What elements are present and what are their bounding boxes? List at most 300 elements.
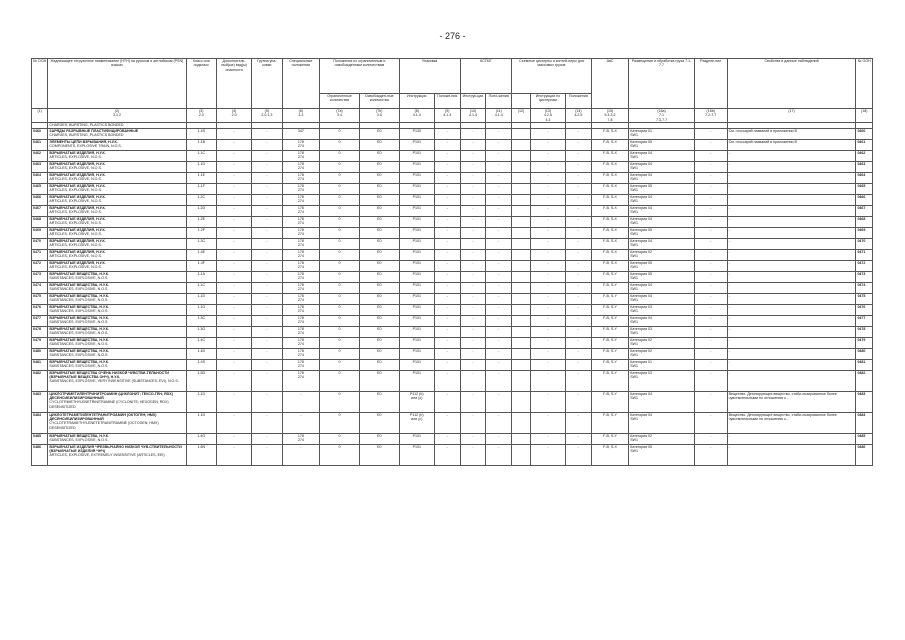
excepted-quantity-cell: E0	[359, 444, 399, 465]
stowage-cell: Категория 05 SW1	[629, 260, 695, 271]
ems-cell: F-B, S-X	[591, 216, 628, 227]
segregation-cell: -	[694, 348, 727, 359]
packing-instruction-cell: P101	[399, 337, 434, 348]
ibc-instruction-cell: -	[460, 150, 486, 161]
packing-instruction-cell: P130	[399, 128, 434, 139]
properties-cell: -	[727, 260, 856, 271]
subrisk-cell: -	[217, 433, 252, 444]
subrisk-cell: -	[217, 444, 252, 465]
special-provisions-cell: 178 274	[282, 315, 319, 326]
table-row	[32, 271, 873, 282]
blank-cell	[512, 282, 531, 293]
limited-quantity-cell: 0	[320, 282, 360, 293]
segregation-cell: -	[694, 150, 727, 161]
packing-instruction-cell: P101	[399, 370, 434, 391]
special-provisions-cell: 178 274	[282, 172, 319, 183]
packing-provision-cell: -	[434, 260, 460, 271]
ibc-provision-cell: -	[486, 238, 512, 249]
limited-quantity-cell: 0	[320, 271, 360, 282]
packing-provision-cell: -	[434, 359, 460, 370]
class-cell: 1.4E	[186, 249, 216, 260]
un-number-right: 0467	[856, 205, 873, 216]
ibc-provision-cell: -	[486, 348, 512, 359]
ems-cell: F-B, S-Y	[591, 282, 628, 293]
un-number: 0460	[32, 128, 48, 139]
special-provisions-cell: 178 274	[282, 348, 319, 359]
packing-group-cell: -	[252, 433, 282, 444]
ibc-instruction-cell: -	[460, 444, 486, 465]
table-row	[32, 205, 873, 216]
ems-cell: F-B, S-X	[591, 227, 628, 238]
limited-quantity-cell: 0	[320, 139, 360, 150]
ibc-instruction-cell: -	[460, 172, 486, 183]
shipping-name: ВЗРЫВЧАТЫЕ ИЗДЕЛИЯ, Н.У.К. ARTICLES, EXPLOSIVE, N.O.S.	[48, 260, 186, 271]
un-number-right: 0486	[856, 444, 873, 465]
excepted-quantity-cell: E0	[359, 183, 399, 194]
tank-instruction-cell: -	[530, 260, 565, 271]
tank-instruction-cell: -	[530, 315, 565, 326]
packing-group-cell: -	[252, 139, 282, 150]
un-number: 0464	[32, 172, 48, 183]
un-number-right: 0470	[856, 238, 873, 249]
ibc-provision-cell: -	[486, 282, 512, 293]
shipping-name: ВЗРЫВЧАТЫЕ ИЗДЕЛИЯ, Н.У.К. ARTICLES, EXPLOSIVE, N.O.S.	[48, 216, 186, 227]
segregation-cell: -	[694, 391, 727, 412]
table-row	[32, 216, 873, 227]
blank-cell	[512, 293, 531, 304]
un-number: 0480	[32, 348, 48, 359]
packing-group-cell: -	[252, 205, 282, 216]
ref-3: (3) 2.0	[186, 109, 216, 123]
packing-group-cell: -	[252, 249, 282, 260]
blank-cell	[512, 194, 531, 205]
blank-cell	[512, 161, 531, 172]
shipping-name: ВЗРЫВЧАТЫЕ ИЗДЕЛИЯ, Н.У.К. ARTICLES, EXPLOSIVE, N.O.S.	[48, 183, 186, 194]
excepted-quantity-cell: E0	[359, 139, 399, 150]
table-row	[32, 293, 873, 304]
limited-quantity-cell: 0	[320, 348, 360, 359]
segregation-cell: -	[694, 304, 727, 315]
tank-instruction-cell: -	[530, 194, 565, 205]
class-cell: 1.4S	[186, 359, 216, 370]
shipping-name: ВЗРЫВЧАТЫЕ ВЕЩЕСТВА, Н.У.К. SUBSTANCES, EXPLOSIVE, N.O.S.	[48, 315, 186, 326]
shipping-name: ВЗРЫВЧАТЫЕ ИЗДЕЛИЯ, Н.У.К. ARTICLES, EXPLOSIVE, N.O.S.	[48, 194, 186, 205]
properties-cell: -	[727, 304, 856, 315]
header-no-right: № ООН	[856, 59, 873, 109]
excepted-quantity-cell: E0	[359, 260, 399, 271]
table-row	[32, 194, 873, 205]
limited-quantity-cell: 0	[320, 412, 360, 433]
table-row	[32, 359, 873, 370]
ibc-instruction-cell: -	[460, 337, 486, 348]
ibc-provision-cell: -	[486, 150, 512, 161]
properties-cell: См. глоссарий названий в приложении В	[727, 128, 856, 139]
ibc-provision-cell: -	[486, 304, 512, 315]
excepted-quantity-cell: E0	[359, 172, 399, 183]
tank-provision-cell: -	[566, 227, 592, 238]
stowage-cell: Категория 01 SW1	[629, 359, 695, 370]
packing-provision-cell: -	[434, 412, 460, 433]
limited-quantity-cell: 0	[320, 260, 360, 271]
packing-provision-cell: -	[434, 348, 460, 359]
ibc-instruction-cell: -	[460, 161, 486, 172]
excepted-quantity-cell: E0	[359, 161, 399, 172]
un-number-right: 0474	[856, 282, 873, 293]
header-packing-instructions: Инструкции	[399, 94, 434, 109]
segregation-cell: -	[694, 293, 727, 304]
header-class: Класс или подкласс	[186, 59, 216, 109]
tank-provision-cell: -	[566, 139, 592, 150]
tank-provision-cell: -	[566, 326, 592, 337]
limited-quantity-cell: 0	[320, 216, 360, 227]
un-number: 0483	[32, 391, 48, 412]
ibc-instruction-cell: -	[460, 238, 486, 249]
un-number-right: 0476	[856, 304, 873, 315]
shipping-name: ЦИКЛОТЕТРАМЕТИЛЕНТЕТРАНИТРОАМИН (ОКТОГЕН; HMX) ДЕСЕНСИБИЛИЗИРОВАННЫЙ CYCLOTETRAMETHYLENETETRANITRAMINE (OCTOGEN; HMX) DESENSITIZED	[48, 412, 186, 433]
ems-cell: F-B, S-X	[591, 249, 628, 260]
packing-instruction-cell: P101	[399, 271, 434, 282]
segregation-cell: -	[694, 326, 727, 337]
table-row	[32, 238, 873, 249]
limited-quantity-cell: 0	[320, 249, 360, 260]
properties-cell: -	[727, 348, 856, 359]
packing-instruction-cell: P101	[399, 315, 434, 326]
excepted-quantity-cell: E0	[359, 227, 399, 238]
packing-provision-cell: -	[434, 391, 460, 412]
properties-cell: -	[727, 150, 856, 161]
header-subrisk: Дополнитель-ный(ые) вид(ы) опасности	[217, 59, 252, 109]
tank-provision-cell: -	[566, 337, 592, 348]
tank-instruction-cell: -	[530, 172, 565, 183]
ibc-provision-cell: -	[486, 227, 512, 238]
ems-cell: F-B, S-Y	[591, 315, 628, 326]
table-row	[32, 282, 873, 293]
subrisk-cell: -	[217, 282, 252, 293]
segregation-cell: -	[694, 128, 727, 139]
special-provisions-cell: 178 274	[282, 227, 319, 238]
stowage-cell: Категория 03 SW1	[629, 326, 695, 337]
ems-cell: F-B, S-Y	[591, 271, 628, 282]
ref-16a: (16a) 7.1 7.3-7.7	[629, 109, 695, 123]
subrisk-cell: -	[217, 326, 252, 337]
stowage-cell: Категория 04 SW1	[629, 282, 695, 293]
limited-quantity-cell: 0	[320, 444, 360, 465]
un-number: 0462	[32, 150, 48, 161]
subrisk-cell: -	[217, 172, 252, 183]
tank-provision-cell: -	[566, 433, 592, 444]
ems-cell: F-B, S-X	[591, 183, 628, 194]
limited-quantity-cell: 0	[320, 161, 360, 172]
ibc-provision-cell: -	[486, 315, 512, 326]
packing-group-cell: -	[252, 194, 282, 205]
ibc-instruction-cell: -	[460, 391, 486, 412]
packing-group-cell: -	[252, 337, 282, 348]
ref-6: (6) 3.3	[282, 109, 319, 123]
segregation-cell: -	[694, 271, 727, 282]
stowage-cell: Категория 04 SW1	[629, 216, 695, 227]
stowage-cell: Категория 04 SW1	[629, 161, 695, 172]
properties-cell: -	[727, 161, 856, 172]
stowage-cell: Категория 04 SW1	[629, 315, 695, 326]
packing-group-cell: -	[252, 260, 282, 271]
excepted-quantity-cell: E0	[359, 304, 399, 315]
header-no: № ООН	[32, 59, 48, 109]
ibc-provision-cell: -	[486, 161, 512, 172]
excepted-quantity-cell: E0	[359, 128, 399, 139]
properties-cell: -	[727, 249, 856, 260]
ref-9: (9) 4.1.4	[434, 109, 460, 123]
special-provisions-cell: 178 274	[282, 139, 319, 150]
packing-provision-cell: -	[434, 227, 460, 238]
limited-quantity-cell: 0	[320, 370, 360, 391]
packing-provision-cell: -	[434, 271, 460, 282]
packing-provision-cell: -	[434, 139, 460, 150]
tank-provision-cell: -	[566, 238, 592, 249]
un-number-right: 0477	[856, 315, 873, 326]
stowage-cell: Категория 04 SW1	[629, 205, 695, 216]
properties-cell: -	[727, 227, 856, 238]
tank-instruction-cell: -	[530, 271, 565, 282]
un-number: 0481	[32, 359, 48, 370]
subrisk-cell: -	[217, 183, 252, 194]
tank-instruction-cell: -	[530, 370, 565, 391]
packing-instruction-cell: P101	[399, 359, 434, 370]
tank-instruction-cell: -	[530, 205, 565, 216]
shipping-name: ЗАРЯДЫ РАЗРЫВНЫЕ ПЛАСТИФИЦИРОВАННЫЕ CHARGES, BURSTING, PLASTICS BONDED	[48, 128, 186, 139]
un-number-right: 0478	[856, 326, 873, 337]
special-provisions-cell: 178 274	[282, 293, 319, 304]
ibc-instruction-cell: -	[460, 304, 486, 315]
un-number: 0465	[32, 183, 48, 194]
segregation-cell: -	[694, 172, 727, 183]
class-cell: 1.1F	[186, 183, 216, 194]
segregation-cell: -	[694, 227, 727, 238]
packing-provision-cell: -	[434, 433, 460, 444]
un-number: 0469	[32, 227, 48, 238]
tank-provision-cell: -	[566, 444, 592, 465]
packing-provision-cell: -	[434, 183, 460, 194]
blank-cell	[512, 205, 531, 216]
ref-12: (12)	[512, 109, 531, 123]
ref-14: (14) 4.2.5	[566, 109, 592, 123]
header-ems: АвС	[591, 59, 628, 109]
un-number: 0472	[32, 260, 48, 271]
packing-instruction-cell: P101	[399, 183, 434, 194]
tank-provision-cell: -	[566, 172, 592, 183]
header-tank-instructions: Инструкции по цистернам	[530, 94, 565, 109]
ibc-instruction-cell: -	[460, 348, 486, 359]
class-cell: 1.6N	[186, 444, 216, 465]
segregation-cell: -	[694, 370, 727, 391]
stowage-cell: Категория 04 SW1	[629, 293, 695, 304]
subrisk-cell: -	[217, 391, 252, 412]
ref-16b: (16b) 7.2-7.7	[694, 109, 727, 123]
blank-cell	[512, 304, 531, 315]
shipping-name: ВЗРЫВЧАТЫЕ ВЕЩЕСТВА, Н.У.К. SUBSTANCES, EXPLOSIVE, N.O.S.	[48, 348, 186, 359]
blank-cell	[512, 172, 531, 183]
ref-7a: (7a) 3.4	[320, 109, 360, 123]
stowage-cell: Категория 04 SW1	[629, 172, 695, 183]
special-provisions-cell: 178 274	[282, 238, 319, 249]
properties-cell: Вещество. Детонирующее вещество, стаби-лизированное более чувствительными по отношению к...	[727, 391, 856, 412]
packing-group-cell: -	[252, 128, 282, 139]
special-provisions-cell: 178 274	[282, 359, 319, 370]
shipping-name: ВЗРЫВЧАТЫЕ ВЕЩЕСТВА, Н.У.К. SUBSTANCES, EXPLOSIVE, N.O.S.	[48, 282, 186, 293]
subrisk-cell: -	[217, 370, 252, 391]
header-stowage: Размещение и обработка груза 7.1-7.7	[629, 59, 695, 109]
blank-cell	[512, 326, 531, 337]
segregation-cell: -	[694, 161, 727, 172]
ems-cell: F-B, S-X	[591, 238, 628, 249]
ibc-provision-cell: -	[486, 444, 512, 465]
header-packing-group: Группа упа-ковки	[252, 59, 282, 109]
packing-instruction-cell: P101	[399, 238, 434, 249]
ibc-instruction-cell: -	[460, 293, 486, 304]
ems-cell: F-B, S-X	[591, 128, 628, 139]
excepted-quantity-cell: E0	[359, 216, 399, 227]
tank-instruction-cell: -	[530, 139, 565, 150]
tank-provision-cell: -	[566, 282, 592, 293]
properties-cell: См. глоссарий названий в приложении В	[727, 139, 856, 150]
subrisk-cell: -	[217, 293, 252, 304]
header-excepted-quantities: Освобожден-ные количества	[359, 94, 399, 109]
special-provisions-cell: -	[282, 444, 319, 465]
shipping-name: ВЗРЫВЧАТЫЕ ИЗДЕЛИЯ, Н.У.К. ARTICLES, EXPLOSIVE, N.O.S.	[48, 205, 186, 216]
stowage-cell: Категория 02 SW1	[629, 337, 695, 348]
packing-instruction-cell: P101	[399, 205, 434, 216]
ems-cell: F-B, S-Y	[591, 433, 628, 444]
blank-cell	[512, 348, 531, 359]
packing-provision-cell: -	[434, 315, 460, 326]
ibc-provision-cell: -	[486, 433, 512, 444]
excepted-quantity-cell: E0	[359, 194, 399, 205]
properties-cell: -	[727, 183, 856, 194]
table-row	[32, 370, 873, 391]
un-number: 0479	[32, 337, 48, 348]
blank-cell	[512, 337, 531, 348]
limited-quantity-cell: 0	[320, 128, 360, 139]
tank-instruction-cell: -	[530, 150, 565, 161]
segregation-cell: -	[694, 238, 727, 249]
tank-instruction-cell: -	[530, 293, 565, 304]
limited-quantity-cell: 0	[320, 194, 360, 205]
segregation-cell: -	[694, 205, 727, 216]
packing-group-cell: -	[252, 315, 282, 326]
tank-instruction-cell: -	[530, 227, 565, 238]
properties-cell: -	[727, 337, 856, 348]
un-number: 0482	[32, 370, 48, 391]
blank-cell	[512, 370, 531, 391]
un-number: 0484	[32, 412, 48, 433]
properties-cell: -	[727, 326, 856, 337]
properties-cell: -	[727, 238, 856, 249]
tank-provision-cell: -	[566, 205, 592, 216]
special-provisions-cell: -	[282, 391, 319, 412]
ibc-provision-cell: -	[486, 293, 512, 304]
ibc-provision-cell: -	[486, 391, 512, 412]
un-number-right: 0479	[856, 337, 873, 348]
ibc-provision-cell: -	[486, 337, 512, 348]
packing-provision-cell: -	[434, 249, 460, 260]
table-row	[32, 304, 873, 315]
properties-cell: -	[727, 172, 856, 183]
properties-cell: -	[727, 444, 856, 465]
packing-instruction-cell: P101	[399, 249, 434, 260]
blank-cell	[512, 216, 531, 227]
subrisk-cell: -	[217, 337, 252, 348]
special-provisions-cell: 178 274	[282, 282, 319, 293]
packing-group-cell: -	[252, 227, 282, 238]
ibc-provision-cell: -	[486, 128, 512, 139]
packing-group-cell: -	[252, 172, 282, 183]
excepted-quantity-cell: E0	[359, 370, 399, 391]
limited-quantity-cell: 0	[320, 337, 360, 348]
packing-provision-cell: -	[434, 216, 460, 227]
packing-instruction-cell: P101	[399, 227, 434, 238]
blank-cell	[512, 183, 531, 194]
subrisk-cell: -	[217, 348, 252, 359]
class-cell: 1.1C	[186, 150, 216, 161]
ibc-provision-cell: -	[486, 139, 512, 150]
limited-quantity-cell: 0	[320, 227, 360, 238]
ref-7b: (7b) 3.5	[359, 109, 399, 123]
subrisk-cell: -	[217, 271, 252, 282]
segregation-cell: -	[694, 315, 727, 326]
stowage-cell: Категория 05 SW1	[629, 139, 695, 150]
shipping-name: ВЗРЫВЧАТЫЕ ИЗДЕЛИЯ, Н.У.К. ARTICLES, EXPLOSIVE, N.O.S.	[48, 238, 186, 249]
properties-cell: -	[727, 205, 856, 216]
blank-cell	[512, 227, 531, 238]
stowage-cell: Категория 02 SW1	[629, 433, 695, 444]
limited-quantity-cell: 0	[320, 326, 360, 337]
ems-cell: F-B, S-X	[591, 444, 628, 465]
limited-quantity-cell: 0	[320, 315, 360, 326]
limited-quantity-cell: 0	[320, 304, 360, 315]
tank-provision-cell: -	[566, 150, 592, 161]
un-number-right: 0472	[856, 260, 873, 271]
special-provisions-cell: 178 274	[282, 194, 319, 205]
un-number-right: 0461	[856, 139, 873, 150]
shipping-name: ВЗРЫВЧАТЫЕ ВЕЩЕСТВА, Н.У.К. SUBSTANCES, EXPLOSIVE, N.O.S.	[48, 359, 186, 370]
ibc-provision-cell: -	[486, 216, 512, 227]
ibc-instruction-cell: -	[460, 433, 486, 444]
class-cell: 1.3C	[186, 315, 216, 326]
special-provisions-cell: 347	[282, 128, 319, 139]
shipping-name: ВЗРЫВЧАТЫЕ ВЕЩЕСТВА, Н.У.К. SUBSTANCES, EXPLOSIVE, N.O.S.	[48, 337, 186, 348]
packing-provision-cell: -	[434, 337, 460, 348]
ref-5: (5) 2.0.1.3	[252, 109, 282, 123]
special-provisions-cell: 178 274	[282, 337, 319, 348]
segregation-cell: -	[694, 444, 727, 465]
header-name: Надлежащее отгрузочное наименование (НТН) на русском и английском (PSN) языках	[48, 59, 186, 109]
ibc-instruction-cell: -	[460, 128, 486, 139]
ibc-provision-cell: -	[486, 412, 512, 433]
tank-instruction-cell: -	[530, 348, 565, 359]
special-provisions-cell: 178 274	[282, 249, 319, 260]
ibc-instruction-cell: -	[460, 271, 486, 282]
blank-cell	[512, 260, 531, 271]
un-number-right: 0485	[856, 433, 873, 444]
tank-instruction-cell: -	[530, 249, 565, 260]
special-provisions-cell: 178 274	[282, 326, 319, 337]
header-limited-quantities: Ограниченные количества	[320, 94, 360, 109]
segregation-cell: -	[694, 216, 727, 227]
ref-15: (15) 5.4.3.2 7.8	[591, 109, 628, 123]
packing-group-cell: -	[252, 444, 282, 465]
tank-provision-cell: -	[566, 348, 592, 359]
segregation-cell: -	[694, 260, 727, 271]
subrisk-cell: -	[217, 139, 252, 150]
